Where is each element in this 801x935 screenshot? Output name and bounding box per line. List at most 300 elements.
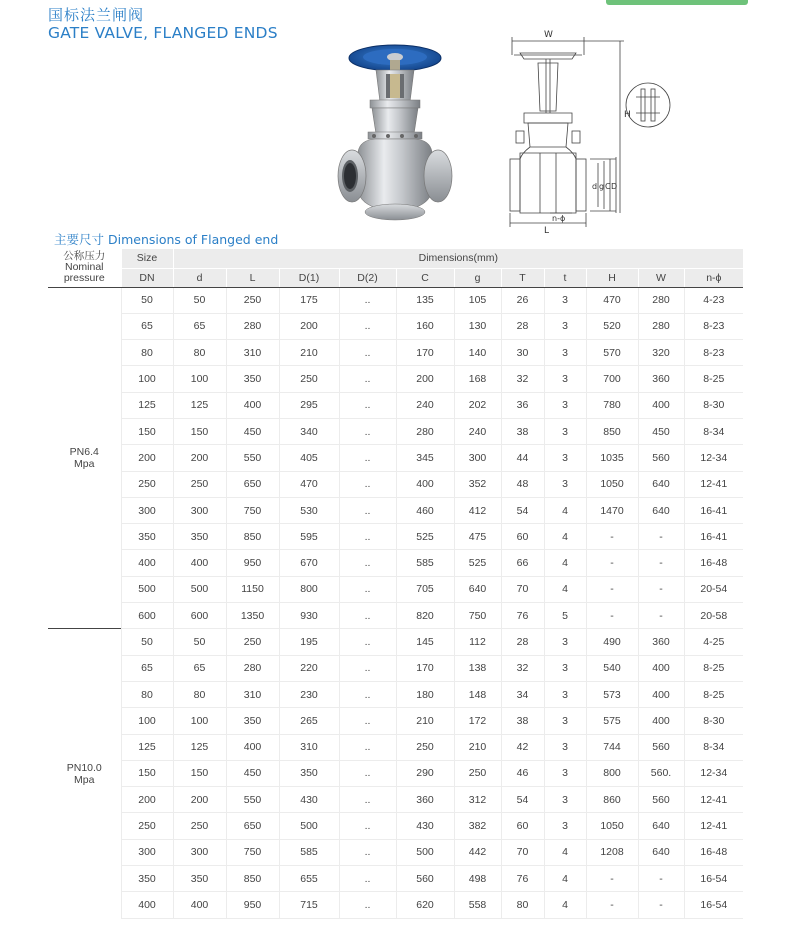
table-cell: 560.	[638, 760, 684, 786]
table-cell: 38	[501, 418, 544, 444]
table-cell: 3	[544, 313, 586, 339]
table-cell: 500	[396, 839, 454, 865]
table-cell: 4	[544, 576, 586, 602]
table-cell: 450	[226, 760, 279, 786]
table-row	[48, 313, 743, 339]
table-cell: 8-25	[684, 655, 743, 681]
table-cell: 100	[121, 366, 173, 392]
table-cell: 50	[173, 287, 226, 313]
table-cell: 345	[396, 445, 454, 471]
table-cell: 400	[638, 708, 684, 734]
dim-label-dd: D	[611, 182, 618, 191]
table-cell: 405	[279, 445, 339, 471]
table-cell: 30	[501, 340, 544, 366]
column-header: t	[544, 268, 586, 287]
table-cell: 65	[121, 313, 173, 339]
table-cell: 600	[121, 603, 173, 629]
table-cell: 3	[544, 366, 586, 392]
table-cell: 530	[279, 497, 339, 523]
table-cell: 3	[544, 734, 586, 760]
dimensions-header: Dimensions(mm)	[173, 249, 743, 268]
table-cell: 168	[454, 366, 501, 392]
table-cell: 50	[121, 629, 173, 655]
table-cell: 540	[586, 655, 638, 681]
dim-label-c: C	[605, 182, 611, 191]
table-cell: 400	[226, 392, 279, 418]
table-row	[48, 813, 743, 839]
table-cell: 12-34	[684, 760, 743, 786]
column-header: d	[173, 268, 226, 287]
table-cell: 640	[454, 576, 501, 602]
table-row	[48, 760, 743, 786]
table-row	[48, 550, 743, 576]
table-cell: -	[638, 524, 684, 550]
table-cell: 148	[454, 681, 501, 707]
table-cell: 250	[396, 734, 454, 760]
table-cell: 558	[454, 892, 501, 918]
table-cell: 1050	[586, 471, 638, 497]
table-cell: 3	[544, 760, 586, 786]
table-cell: 70	[501, 576, 544, 602]
table-cell: 430	[279, 787, 339, 813]
table-cell: 500	[121, 576, 173, 602]
table-cell: 3	[544, 655, 586, 681]
table-row	[48, 655, 743, 681]
table-cell: -	[586, 576, 638, 602]
table-cell: 350	[226, 708, 279, 734]
table-cell: 352	[454, 471, 501, 497]
table-cell: 80	[173, 340, 226, 366]
table-cell: 382	[454, 813, 501, 839]
table-cell: 20-54	[684, 576, 743, 602]
dim-label-l: L	[544, 226, 550, 236]
table-cell: 560	[638, 734, 684, 760]
table-cell: 860	[586, 787, 638, 813]
table-cell: 560	[638, 445, 684, 471]
table-cell: 195	[279, 629, 339, 655]
table-cell: 250	[279, 366, 339, 392]
table-cell: 4	[544, 866, 586, 892]
table-cell: 250	[173, 471, 226, 497]
table-cell: 360	[396, 787, 454, 813]
table-cell: 140	[454, 340, 501, 366]
table-cell: 80	[121, 681, 173, 707]
table-cell: ..	[339, 340, 396, 366]
table-cell: 150	[121, 760, 173, 786]
table-cell: 150	[173, 760, 226, 786]
table-cell: 250	[226, 629, 279, 655]
table-row	[48, 445, 743, 471]
table-cell: 175	[279, 287, 339, 313]
table-cell: 16-54	[684, 892, 743, 918]
table-cell: 44	[501, 445, 544, 471]
table-cell: 3	[544, 340, 586, 366]
table-cell: -	[638, 550, 684, 576]
column-header: L	[226, 268, 279, 287]
table-cell: 360	[638, 366, 684, 392]
size-header: Size	[121, 249, 173, 268]
table-cell: 470	[586, 287, 638, 313]
table-caption: 主要尺寸 Dimensions of Flanged end	[54, 232, 279, 247]
table-cell: 200	[121, 445, 173, 471]
table-cell: 112	[454, 629, 501, 655]
table-cell: 850	[226, 866, 279, 892]
table-cell: 412	[454, 497, 501, 523]
table-cell: 280	[638, 313, 684, 339]
table-cell: 350	[226, 366, 279, 392]
table-cell: 640	[638, 497, 684, 523]
gate-valve-photo	[330, 40, 460, 225]
table-row	[48, 681, 743, 707]
table-cell: 1350	[226, 603, 279, 629]
table-cell: 498	[454, 866, 501, 892]
table-cell: 16-48	[684, 839, 743, 865]
dim-label-d: d	[592, 182, 598, 191]
table-cell: 1035	[586, 445, 638, 471]
table-cell: 240	[454, 418, 501, 444]
table-cell: 430	[396, 813, 454, 839]
table-cell: 16-54	[684, 866, 743, 892]
table-cell: 48	[501, 471, 544, 497]
table-cell: 125	[173, 734, 226, 760]
table-cell: 640	[638, 839, 684, 865]
table-cell: 20-58	[684, 603, 743, 629]
table-cell: 300	[121, 497, 173, 523]
table-cell: 3	[544, 708, 586, 734]
dim-label-h: H	[624, 110, 631, 120]
table-cell: 76	[501, 866, 544, 892]
table-cell: 12-34	[684, 445, 743, 471]
table-cell: 130	[454, 313, 501, 339]
table-cell: ..	[339, 550, 396, 576]
table-cell: 490	[586, 629, 638, 655]
table-cell: 800	[586, 760, 638, 786]
table-cell: 600	[173, 603, 226, 629]
table-cell: -	[586, 524, 638, 550]
table-cell: 295	[279, 392, 339, 418]
table-cell: 250	[454, 760, 501, 786]
table-cell: 65	[173, 313, 226, 339]
table-cell: 350	[121, 524, 173, 550]
table-cell: 220	[279, 655, 339, 681]
table-cell: ..	[339, 287, 396, 313]
table-cell: 5	[544, 603, 586, 629]
table-cell: 76	[501, 603, 544, 629]
table-cell: ..	[339, 392, 396, 418]
table-cell: 4	[544, 497, 586, 523]
table-cell: 300	[121, 839, 173, 865]
table-cell: 4	[544, 892, 586, 918]
table-cell: 50	[121, 287, 173, 313]
table-cell: 400	[226, 734, 279, 760]
table-cell: 400	[638, 392, 684, 418]
table-cell: 125	[173, 392, 226, 418]
table-cell: 290	[396, 760, 454, 786]
table-cell: 250	[121, 813, 173, 839]
table-cell: ..	[339, 813, 396, 839]
column-header: DN	[121, 268, 173, 287]
table-cell: ..	[339, 866, 396, 892]
table-cell: 570	[586, 340, 638, 366]
table-cell: 350	[121, 866, 173, 892]
table-cell: 350	[279, 760, 339, 786]
table-cell: 3	[544, 681, 586, 707]
table-cell: 310	[226, 681, 279, 707]
table-cell: 705	[396, 576, 454, 602]
table-cell: 12-41	[684, 471, 743, 497]
column-header: T	[501, 268, 544, 287]
table-cell: 550	[226, 445, 279, 471]
table-cell: 42	[501, 734, 544, 760]
table-cell: ..	[339, 418, 396, 444]
table-cell: 210	[279, 340, 339, 366]
table-cell: 100	[173, 366, 226, 392]
table-cell: 4	[544, 839, 586, 865]
table-cell: 46	[501, 760, 544, 786]
table-cell: 8-34	[684, 734, 743, 760]
table-cell: 400	[638, 655, 684, 681]
table-cell: 66	[501, 550, 544, 576]
table-cell: 210	[396, 708, 454, 734]
table-cell: 3	[544, 813, 586, 839]
table-cell: ..	[339, 445, 396, 471]
table-cell: 400	[173, 550, 226, 576]
gate-valve-technical-drawing	[500, 27, 680, 239]
table-cell: 280	[226, 655, 279, 681]
table-cell: 670	[279, 550, 339, 576]
table-cell: 800	[279, 576, 339, 602]
table-cell: 265	[279, 708, 339, 734]
table-cell: 300	[173, 497, 226, 523]
table-cell: 160	[396, 313, 454, 339]
table-cell: 640	[638, 813, 684, 839]
table-cell: -	[638, 892, 684, 918]
table-cell: 340	[279, 418, 339, 444]
table-cell: 8-25	[684, 366, 743, 392]
nominal-pressure-header-line: Nominal	[64, 261, 104, 274]
table-cell: 65	[173, 655, 226, 681]
table-row	[48, 839, 743, 865]
table-cell: ..	[339, 708, 396, 734]
table-cell: 80	[173, 681, 226, 707]
table-cell: 3	[544, 445, 586, 471]
table-cell: ..	[339, 497, 396, 523]
table-cell: 350	[173, 524, 226, 550]
table-cell: -	[586, 866, 638, 892]
table-row	[48, 576, 743, 602]
table-cell: ..	[339, 366, 396, 392]
table-cell: 8-34	[684, 418, 743, 444]
table-cell: ..	[339, 471, 396, 497]
table-row	[48, 787, 743, 813]
table-cell: 560	[638, 787, 684, 813]
table-cell: 280	[226, 313, 279, 339]
column-header: C	[396, 268, 454, 287]
table-cell: ..	[339, 524, 396, 550]
table-cell: 3	[544, 471, 586, 497]
table-cell: 250	[173, 813, 226, 839]
table-cell: -	[586, 892, 638, 918]
table-cell: 475	[454, 524, 501, 550]
pressure-group-label: PN10.0 Mpa	[48, 629, 121, 918]
table-cell: ..	[339, 313, 396, 339]
table-cell: 700	[586, 366, 638, 392]
table-cell: -	[586, 603, 638, 629]
table-cell: 715	[279, 892, 339, 918]
table-cell: 4	[544, 524, 586, 550]
dim-label-w: W	[544, 30, 553, 40]
table-cell: 135	[396, 287, 454, 313]
table-cell: 16-41	[684, 497, 743, 523]
table-cell: 4	[544, 550, 586, 576]
column-header: W	[638, 268, 684, 287]
table-cell: 172	[454, 708, 501, 734]
nominal-pressure-header-line: pressure	[63, 272, 105, 285]
table-row	[48, 418, 743, 444]
table-cell: 450	[638, 418, 684, 444]
table-cell: 54	[501, 787, 544, 813]
table-cell: 60	[501, 813, 544, 839]
table-cell: 360	[638, 629, 684, 655]
table-cell: 80	[121, 340, 173, 366]
table-cell: 4-25	[684, 629, 743, 655]
table-cell: 573	[586, 681, 638, 707]
dim-label-g: g	[599, 182, 605, 191]
table-cell: -	[638, 603, 684, 629]
table-cell: 930	[279, 603, 339, 629]
table-cell: 620	[396, 892, 454, 918]
table-cell: 650	[226, 813, 279, 839]
table-cell: 300	[173, 839, 226, 865]
column-header: D(2)	[339, 268, 396, 287]
table-cell: 1470	[586, 497, 638, 523]
table-cell: 80	[501, 892, 544, 918]
table-cell: 750	[454, 603, 501, 629]
table-cell: 300	[454, 445, 501, 471]
table-cell: ..	[339, 892, 396, 918]
table-cell: 1150	[226, 576, 279, 602]
table-cell: 3	[544, 287, 586, 313]
table-cell: 310	[226, 340, 279, 366]
table-row	[48, 629, 743, 655]
table-cell: 3	[544, 629, 586, 655]
table-cell: 16-41	[684, 524, 743, 550]
table-cell: 560	[396, 866, 454, 892]
table-cell: 38	[501, 708, 544, 734]
table-cell: 585	[396, 550, 454, 576]
column-header: D(1)	[279, 268, 339, 287]
table-row	[48, 603, 743, 629]
table-cell: 4-23	[684, 287, 743, 313]
table-cell: 125	[121, 392, 173, 418]
table-cell: 8-30	[684, 708, 743, 734]
nominal-pressure-header	[48, 249, 121, 287]
table-cell: 12-41	[684, 787, 743, 813]
table-cell: 170	[396, 655, 454, 681]
table-cell: 105	[454, 287, 501, 313]
table-cell: 500	[173, 576, 226, 602]
table-cell: 460	[396, 497, 454, 523]
table-cell: 8-25	[684, 681, 743, 707]
table-cell: 8-23	[684, 313, 743, 339]
table-cell: 3	[544, 392, 586, 418]
table-cell: 280	[638, 287, 684, 313]
table-cell: 250	[226, 287, 279, 313]
table-cell: ..	[339, 655, 396, 681]
table-cell: 400	[396, 471, 454, 497]
table-cell: 65	[121, 655, 173, 681]
table-row	[48, 471, 743, 497]
table-cell: -	[638, 576, 684, 602]
table-cell: 8-30	[684, 392, 743, 418]
table-cell: -	[586, 550, 638, 576]
dim-label-n: n-ϕ	[552, 214, 566, 223]
table-cell: 200	[121, 787, 173, 813]
table-cell: 450	[226, 418, 279, 444]
table-cell: 442	[454, 839, 501, 865]
table-row	[48, 497, 743, 523]
table-cell: 780	[586, 392, 638, 418]
table-cell: ..	[339, 839, 396, 865]
table-cell: 500	[279, 813, 339, 839]
table-cell: ..	[339, 787, 396, 813]
table-row	[48, 708, 743, 734]
table-cell: 125	[121, 734, 173, 760]
table-cell: 12-41	[684, 813, 743, 839]
table-cell: 200	[173, 445, 226, 471]
table-cell: 950	[226, 892, 279, 918]
table-cell: 202	[454, 392, 501, 418]
table-cell: 595	[279, 524, 339, 550]
table-cell: 16-48	[684, 550, 743, 576]
table-cell: 640	[638, 471, 684, 497]
table-cell: 400	[121, 892, 173, 918]
table-cell: 400	[173, 892, 226, 918]
table-cell: 230	[279, 681, 339, 707]
table-cell: 750	[226, 839, 279, 865]
table-cell: 240	[396, 392, 454, 418]
table-cell: -	[638, 866, 684, 892]
table-cell: 34	[501, 681, 544, 707]
table-cell: 470	[279, 471, 339, 497]
table-cell: 650	[226, 471, 279, 497]
table-cell: 400	[121, 550, 173, 576]
table-row	[48, 340, 743, 366]
table-cell: 180	[396, 681, 454, 707]
column-header: n-ϕ	[684, 268, 743, 287]
table-cell: 575	[586, 708, 638, 734]
table-cell: 32	[501, 366, 544, 392]
table-cell: 520	[586, 313, 638, 339]
table-cell: 850	[226, 524, 279, 550]
table-cell: ..	[339, 603, 396, 629]
table-cell: 200	[396, 366, 454, 392]
table-cell: 525	[396, 524, 454, 550]
table-cell: 820	[396, 603, 454, 629]
table-cell: 60	[501, 524, 544, 550]
table-cell: ..	[339, 576, 396, 602]
table-cell: 150	[121, 418, 173, 444]
table-row	[48, 392, 743, 418]
table-cell: 54	[501, 497, 544, 523]
table-cell: 26	[501, 287, 544, 313]
table-cell: 145	[396, 629, 454, 655]
table-cell: 655	[279, 866, 339, 892]
top-tab-bar	[606, 0, 748, 5]
table-cell: 200	[279, 313, 339, 339]
table-cell: 744	[586, 734, 638, 760]
table-cell: 1208	[586, 839, 638, 865]
